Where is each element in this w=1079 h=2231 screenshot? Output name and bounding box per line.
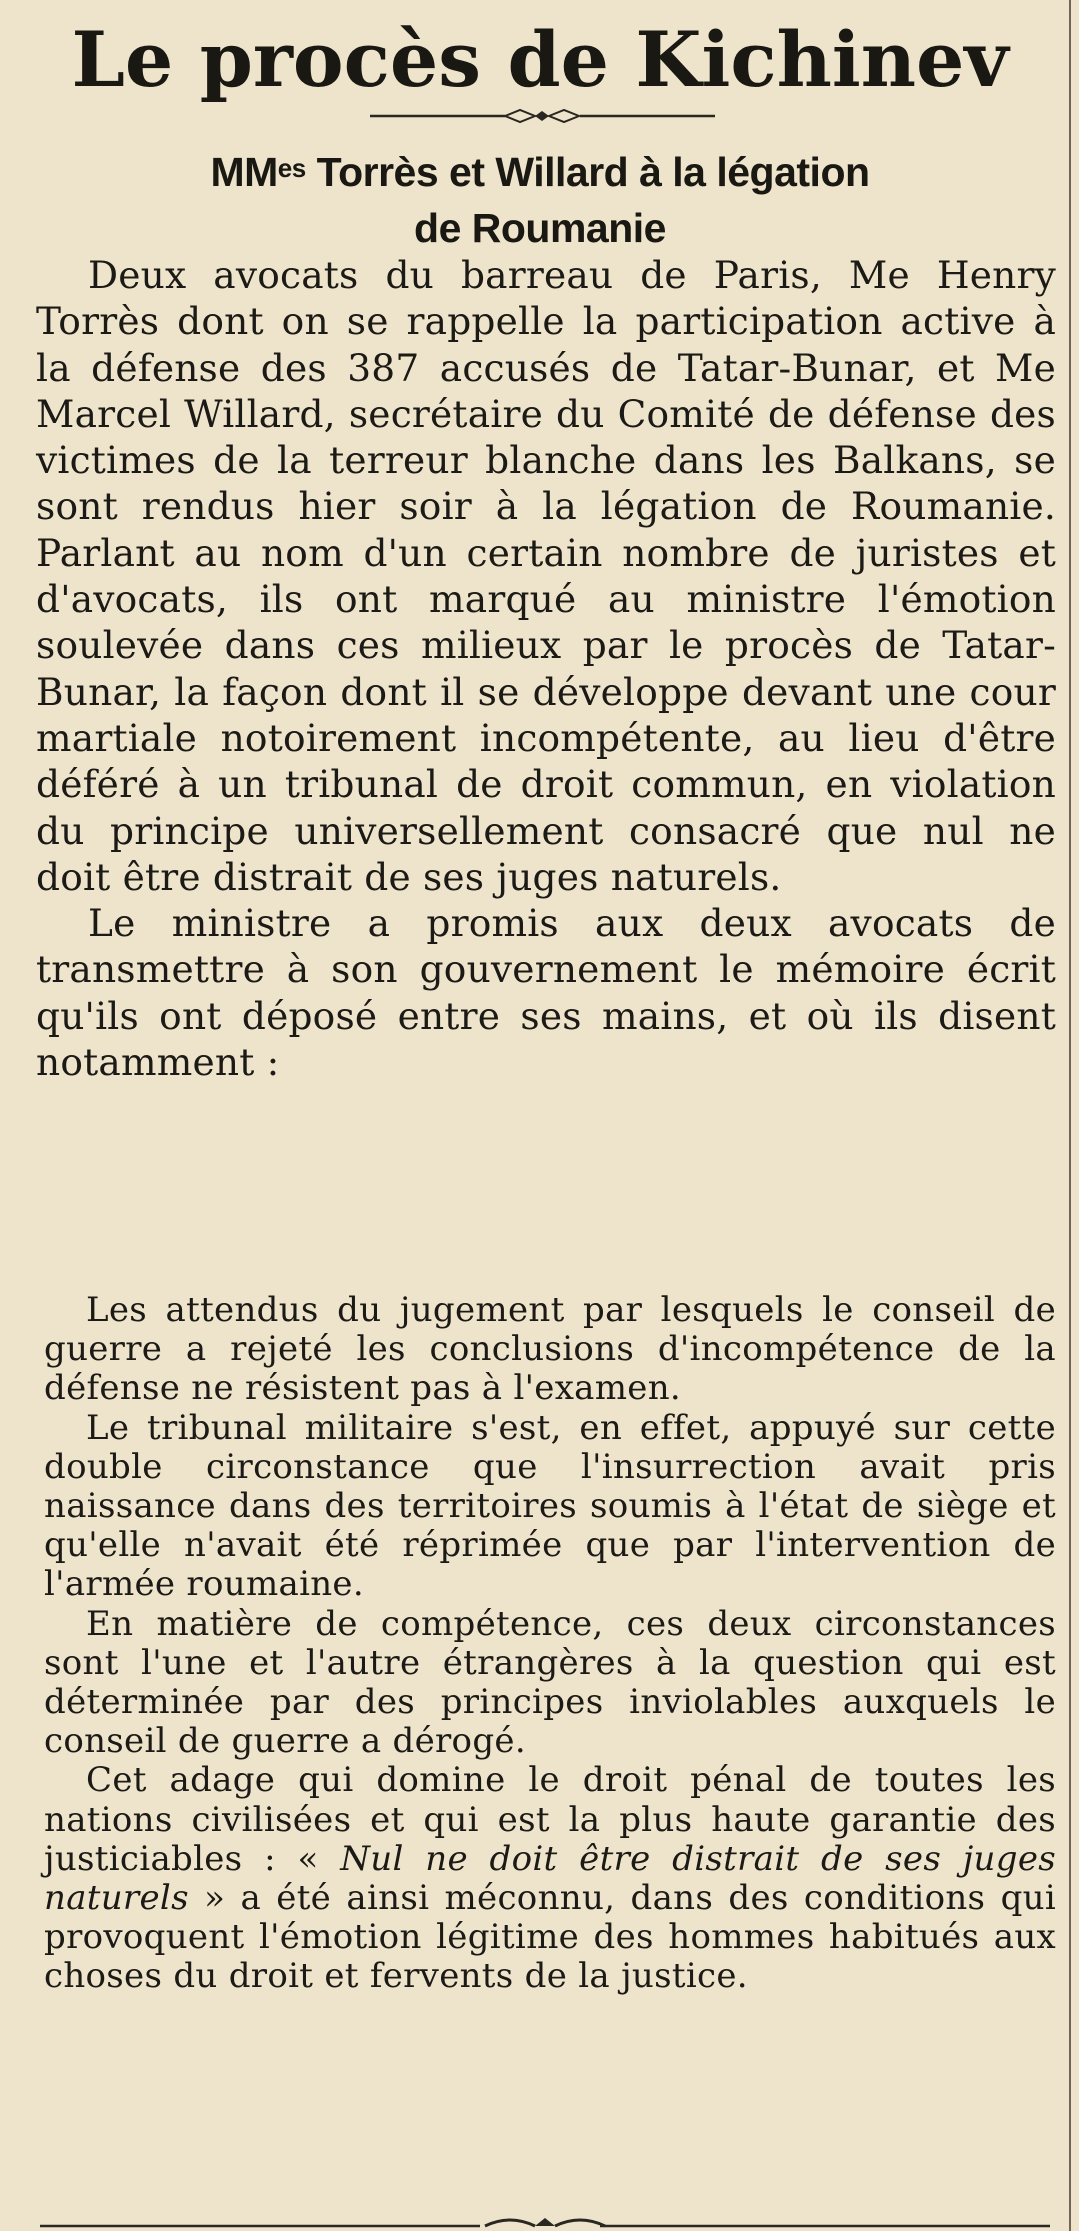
quote-paragraph: Les attendus du jugement par lesquels le conseil de guerre a rejeté les conclusions d'incompétence de la défense ne résistent pas à l'examen. <box>44 1290 1056 1409</box>
body-paragraph: Deux avocats du barreau de Paris, Me Henry Torrès dont on se rappelle la participation active à la défense des 387 accusés de Tatar-Bunar, et Me Marcel Willard, secrétaire du Comité de défense des victimes de la terreur blanche dans les Balkans, se sont rendus hier soir à la légation de Roumanie. Parlant au nom d'un certain nombre de juristes et d'avocats, ils ont marqué au ministre l'émotion soulevée dans ces milieux par le procès de Tatar-Bunar, la façon dont il se développe devant une cour martiale notoirement incompétente, au lieu d'être déféré à un tribunal de droit commun, en violation du principe universellement consacré que nul ne doit être distrait de ses juges naturels. <box>36 253 1056 899</box>
quote-paragraph-final <box>44 1761 1056 1996</box>
article-subheadline <box>40 144 1040 256</box>
subheadline-rest: Torrès et Willard à la légation <box>305 149 870 195</box>
subheadline-superscript: es <box>277 153 306 183</box>
article-headline: Le procès de Kichinev <box>71 15 1009 104</box>
body-paragraph: Le ministre a promis aux deux avocats de transmettre à son gouvernement le mémoire écrit qu'ils ont déposé entre ses mains, et où ils disent notamment : <box>36 901 1056 1085</box>
quoted-memorandum <box>44 1291 1056 1997</box>
column-rule <box>1069 0 1071 2231</box>
subheadline-line-2: de Roumanie <box>414 205 666 251</box>
subheadline-prefix: MM <box>210 149 278 195</box>
final-quote-before: Cet adage qui domine le droit pénal de toutes les nations civilisées et qui est la plus haute garantie des justiciables : « <box>44 1760 1056 1879</box>
quote-paragraph: En matière de compétence, ces deux circonstances sont l'une et l'autre étrangères à la question qui est déterminée par des principes inviolables auxquels le conseil de guerre a dérogé. <box>44 1603 1056 1762</box>
final-quote-after: » a été ainsi méconnu, dans des conditions qui provoquent l'émotion légitime des hommes habitués aux choses du droit et fervents de la justice. <box>44 1878 1056 1997</box>
subheadline-line-1 <box>40 144 1040 200</box>
quote-paragraph: Le tribunal militaire s'est, en effet, appuyé sur cette double circonstance que l'insurrection avait pris naissance dans des territoires soumis à l'état de siège et qu'elle n'avait été réprimée que par l'intervention de l'armée roumaine. <box>44 1407 1056 1605</box>
headline-ornament-divider <box>370 104 715 128</box>
article-body <box>36 252 1056 1085</box>
bottom-ornament-divider <box>40 2212 1050 2231</box>
final-quote-italic: Nul ne doit être distrait de ses juges naturels <box>44 1838 1056 1919</box>
